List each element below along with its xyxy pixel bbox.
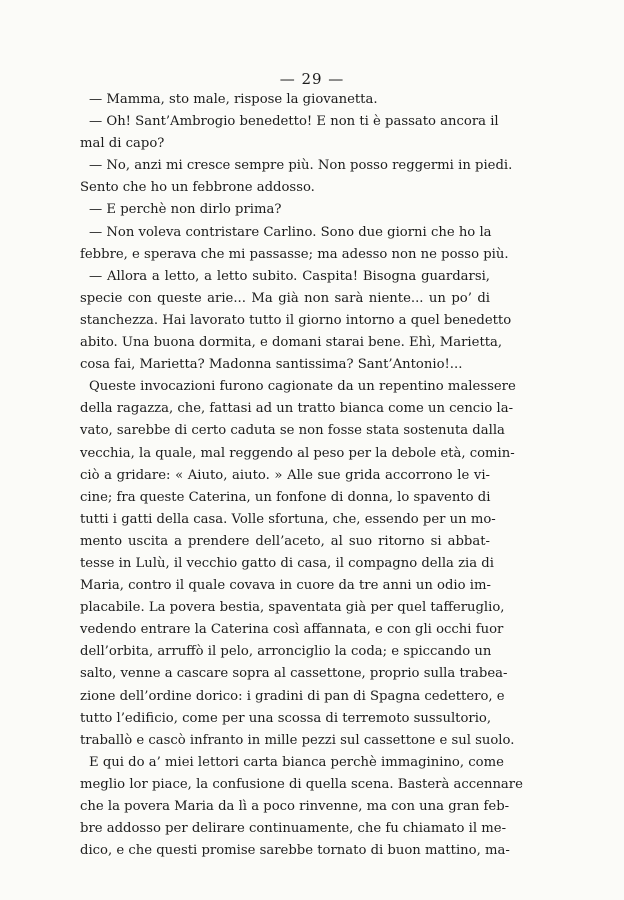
text-line: meglio lor piace, la confusione di quella scena. Basterà accennare	[80, 776, 523, 792]
text-line: ciò a gridare: « Aiuto, aiuto. » Alle sue grida accorrono le vi-	[80, 467, 490, 483]
text-line: — No, anzi mi cresce sempre più. Non posso reggermi in piedi.	[89, 158, 513, 174]
text-line: mento uscita a prendere dell’aceto, al suo ritorno si abbat-	[80, 533, 490, 549]
text-line: cine; fra queste Caterina, un fonfone di donna, lo spavento di	[80, 489, 491, 505]
text-line: mal di capo?	[80, 136, 165, 152]
text-line: — Oh! Sant’Ambrogio benedetto! E non ti è passato ancora il	[89, 114, 499, 130]
text-line: tutto l’edificio, come per una scossa di terremoto sussultorio,	[80, 710, 492, 726]
text-line: dell’orbita, arruffò il pelo, arronciglio la coda; e spiccando un	[80, 644, 492, 660]
text-line: specie con queste arie... Ma già non sarà niente... un po’ di	[80, 290, 490, 306]
text-line: febbre, e sperava che mi passasse; ma adesso non ne posso più.	[80, 246, 509, 262]
text-line: della ragazza, che, fattasi ad un tratto bianca come un cencio la-	[80, 401, 514, 417]
text-line: zione dell’ordine dorico: i gradini di pan di Spagna cedettero, e	[80, 688, 505, 704]
text-line: Sento che ho un febbrone addosso.	[80, 180, 315, 196]
text-line: che la povera Maria da lì a poco rinvenne, ma con una gran feb-	[80, 799, 510, 814]
text-line: tesse in Lulù, il vecchio gatto di casa, il compagno della zia di	[80, 555, 494, 571]
text-line: cosa fai, Marietta? Madonna santissima? Sant’Antonio!...	[80, 357, 463, 373]
text-line: vedendo entrare la Caterina così affannata, e con gli occhi fuor	[80, 622, 504, 638]
text-line: E qui do a’ miei lettori carta bianca perchè immaginino, come	[89, 754, 504, 770]
text-line: — Mamma, sto male, rispose la giovanetta.	[89, 92, 378, 107]
text-line: dico, e che questi promise sarebbe tornato di buon mattino, ma-	[80, 843, 510, 859]
text-line: abito. Una buona dormita, e domani starai bene. Ehì, Marietta,	[80, 335, 503, 351]
text-line: stanchezza. Hai lavorato tutto il giorno intorno a quel benedetto	[80, 312, 512, 328]
text-line: placabile. La povera bestia, spaventata già per quel tafferuglio,	[80, 600, 505, 616]
text-line: traballò e cascò infranto in mille pezzi sul cassettone e sul suolo.	[80, 732, 515, 748]
text-line: Maria, contro il quale covava in cuore da tre anni un odio im-	[80, 578, 491, 594]
text-line: Queste invocazioni furono cagionate da un repentino malessere	[89, 379, 516, 395]
text-line: bre addosso per delirare continuamente, che fu chiamato il me-	[80, 821, 507, 837]
body-text	[80, 89, 523, 862]
text-line: vato, sarebbe di certo caduta se non fosse stata sostenuta dalla	[80, 423, 505, 439]
text-line: — E perchè non dirlo prima?	[89, 202, 282, 218]
text-line: — Non voleva contristare Carlino. Sono due giorni che ho la	[89, 224, 492, 240]
text-line: salto, venne a cascare sopra al cassettone, proprio sulla trabea-	[80, 666, 508, 682]
text-line: vecchia, la quale, mal reggendo al peso per la debole età, comin-	[80, 445, 515, 461]
text-line: tutti i gatti della casa. Volle sfortuna, che, essendo per un mo-	[80, 511, 496, 527]
page-number: — 29 —	[279, 70, 345, 88]
text-line: — Allora a letto, a letto subito. Caspita! Bisogna guardarsi,	[89, 268, 490, 284]
